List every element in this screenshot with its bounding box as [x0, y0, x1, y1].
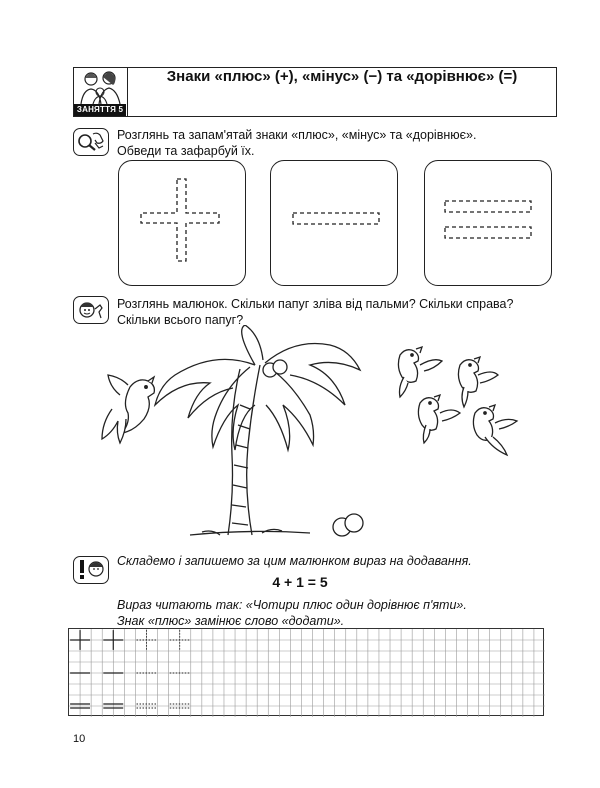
parrot-right-3 — [418, 395, 460, 443]
task1-line2: Обведи та зафарбуй їх. — [117, 144, 255, 158]
parrot-left — [102, 375, 154, 443]
lesson-tag: ЗАНЯТТЯ 5 — [74, 104, 126, 116]
parrot-right-2 — [458, 357, 498, 407]
palm-tree — [155, 325, 360, 535]
parrot-right-4 — [473, 405, 517, 455]
task3-read-line1: Вираз читають так: «Чотири плюс один дорівнює п'яти». — [117, 598, 467, 612]
task3-intro: Складемо і запишемо за цим малюнком вираз на додавання. — [117, 554, 472, 568]
minus-sign-outline — [271, 161, 397, 285]
parrot-right-1 — [398, 347, 442, 397]
family-picture-icon — [74, 68, 126, 104]
task2-line2: Скільки всього папуг? — [117, 313, 244, 327]
plus-sign-outline — [119, 161, 245, 285]
equals-sign-outline — [425, 161, 551, 285]
lesson-header — [73, 67, 557, 117]
palm-parrots-illustration — [90, 325, 540, 550]
minus-sign-box — [270, 160, 398, 286]
parrots-right — [398, 347, 517, 455]
coconuts-ground — [333, 514, 363, 536]
addition-expression: 4 + 1 = 5 — [272, 574, 328, 590]
equals-sign-box — [424, 160, 552, 286]
lesson-badge — [74, 68, 128, 116]
magnifier-icon — [73, 128, 109, 156]
writing-grid[interactable] — [68, 628, 544, 716]
task1-line1: Розглянь та запам'ятай знаки «плюс», «мінус» та «дорівнює». — [117, 128, 477, 142]
page-number: 10 — [73, 733, 86, 745]
page-title: Знаки «плюс» (+), «мінус» (−) та «дорівнює» (=) — [166, 68, 518, 85]
task3-read-line2: Знак «плюс» замінює слово «додати». — [117, 614, 345, 628]
boy-face-icon — [73, 296, 109, 324]
task2-line1: Розглянь малюнок. Скільки папуг зліва від пальми? Скільки справа? — [117, 297, 514, 311]
plus-sign-box — [118, 160, 246, 286]
grid-lines — [69, 629, 545, 717]
coconuts-top — [263, 360, 287, 377]
